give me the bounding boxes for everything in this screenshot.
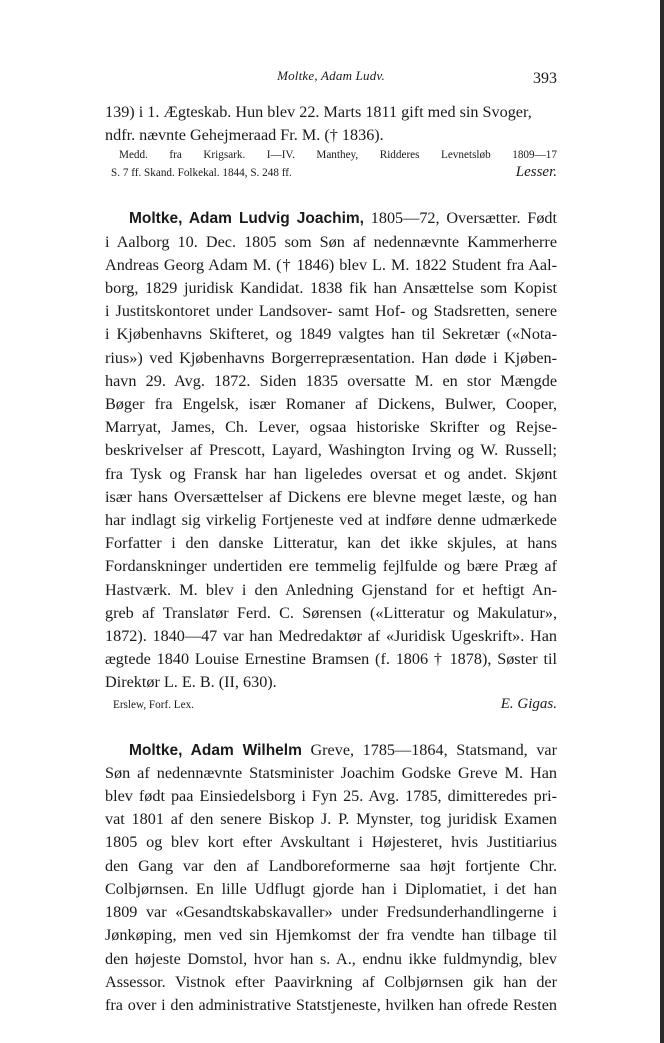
entry-lesser-tail xyxy=(105,101,557,181)
text-line: fra Tysk og Fransk har han ligeledes oversat et og andet. Skjønt xyxy=(105,464,557,483)
text-line: 1809 var «Gesandtskabskavaller» under Fredsunderhandlingerne i xyxy=(105,903,557,922)
page-edge-shadow xyxy=(660,0,664,1043)
text-line: Hastværk. M. blev i den Anledning Gjenstand for et heftigt An- xyxy=(105,580,557,599)
text-line: fra over i den administrative Statstjeneste, hvilken han ofrede Resten xyxy=(105,995,557,1014)
text-line: 1872). 1840—47 var han Medredaktør af «Juridisk Ugeskrift». Han xyxy=(105,627,557,646)
entry-moltke-adam-wilhelm xyxy=(105,739,557,1017)
text-line: ægtede 1840 Louise Ernestine Bramsen (f. 1806 † 1878), Søster til xyxy=(105,650,557,669)
entry-first-line xyxy=(105,207,557,230)
text-line: i Justitskontoret under Landsover- samt Hof- og Stadsretten, senere xyxy=(105,302,557,321)
entry-intro: Greve, 1785—1864, Statsmand, var xyxy=(301,740,557,759)
text-line: i Aalborg 10. Dec. 1805 som Søn af nedennævnte Kammerherre xyxy=(105,232,557,251)
entry-moltke-adam-ludvig-joachim xyxy=(105,207,557,712)
source-note-row xyxy=(111,164,557,181)
text-line: har indlagt sig virkelig Fortjeneste ved at indføre denne udmærkede xyxy=(105,511,557,530)
source-note-line: S. 7 ff. Skand. Folkekal. 1844, S. 248 ff. xyxy=(111,167,292,180)
entry-heading: Moltke, Adam Ludvig Joachim, xyxy=(129,210,364,228)
text-line: vat 1801 af den senere Biskop J. P. Mynster, tog juridisk Examen xyxy=(105,810,557,829)
text-line: rius») ved Kjøbenhavns Borgerrepræsentation. Han døde i Kjøben- xyxy=(105,348,557,367)
text-line: i Kjøbenhavns Skifteret, og 1849 valgtes han til Sekretær («Nota- xyxy=(105,325,557,344)
text-line: Fordanskninger undertiden ere temmelig fejlfulde og bære Præg af xyxy=(105,557,557,576)
source-note-line: Erslew, Forf. Lex. xyxy=(113,698,194,711)
text-line: Marryat, James, Ch. Lever, ogsaa historiske Skrifter og Rejse- xyxy=(105,418,557,437)
text-line: blev født paa Einsiedelsborg i Fyn 25. Avg. 1785, dimitteredes pri- xyxy=(105,787,557,806)
text-line: Forfatter i den danske Litteratur, kan det ikke skjules, at hans xyxy=(105,534,557,553)
running-head-title: Moltke, Adam Ludv. xyxy=(277,68,385,83)
entry-intro: 1805—72, Oversætter. Født xyxy=(364,209,557,228)
text-line: 1805 og blev kort efter Avskultant i Højesteret, hvis Justitiarius xyxy=(105,833,557,852)
text-line: borg, 1829 juridisk Kandidat. 1838 fik han Ansættelse som Kopist xyxy=(105,279,557,298)
text-line: 139) i 1. Ægteskab. Hun blev 22. Marts 1811 gift med sin Svoger, xyxy=(105,103,532,121)
entry-first-line xyxy=(105,739,557,762)
source-note xyxy=(105,147,557,181)
text-line: Colbjørnsen. En lille Udflugt gjorde han i Diplomatiet, i det han xyxy=(105,879,557,898)
source-note-row xyxy=(105,696,557,713)
text-line: Jønkøping, men ved sin Hjemkomst der fra vendte han tilbage til xyxy=(105,926,557,945)
page-number: 393 xyxy=(533,70,557,87)
book-page xyxy=(105,62,557,1017)
author-signature: E. Gigas. xyxy=(500,695,557,712)
author-signature: Lesser. xyxy=(515,164,557,181)
text-line: greb af Translatør Ferd. C. Sørensen («Litteratur og Makulatur», xyxy=(105,603,557,622)
text-line: især hans Oversættelser af Dickens ere blevne meget læste, og han xyxy=(105,487,557,506)
entry-heading: Moltke, Adam Wilhelm xyxy=(129,741,302,759)
text-line: den højeste Domstol, hvor han s. A., endnu ikke fuldmyndig, blev xyxy=(105,949,557,968)
text-line: Søn af nedennævnte Statsminister Joachim Godske Greve M. Han xyxy=(105,763,557,782)
text-line: Direktør L. E. B. (II, 630). xyxy=(105,673,277,692)
text-line: havn 29. Avg. 1872. Siden 1835 oversatte M. en stor Mængde xyxy=(105,371,557,390)
text-line: ndfr. nævnte Gehejmeraad Fr. M. († 1836). xyxy=(105,126,384,145)
text-line: Assessor. Vistnok efter Paavirkning af Colbjørnsen gik han der xyxy=(105,972,557,991)
text-line: Andreas Georg Adam M. († 1846) blev L. M. 1822 Student fra Aal- xyxy=(105,255,557,274)
text-line: den Gang var den af Landboreformerne saa højt fortjente Chr. xyxy=(105,856,557,875)
source-note-line: Medd. fra Krigsark. I—IV. Manthey, Ridderes Levnetsløb 1809—17 xyxy=(119,149,557,162)
running-head xyxy=(105,62,557,88)
text-line: Bøger fra Engelsk, især Romaner af Dickens, Bulwer, Cooper, xyxy=(105,395,557,414)
text-line: beskrivelser af Prescott, Layard, Washington Irving og W. Russell; xyxy=(105,441,557,460)
